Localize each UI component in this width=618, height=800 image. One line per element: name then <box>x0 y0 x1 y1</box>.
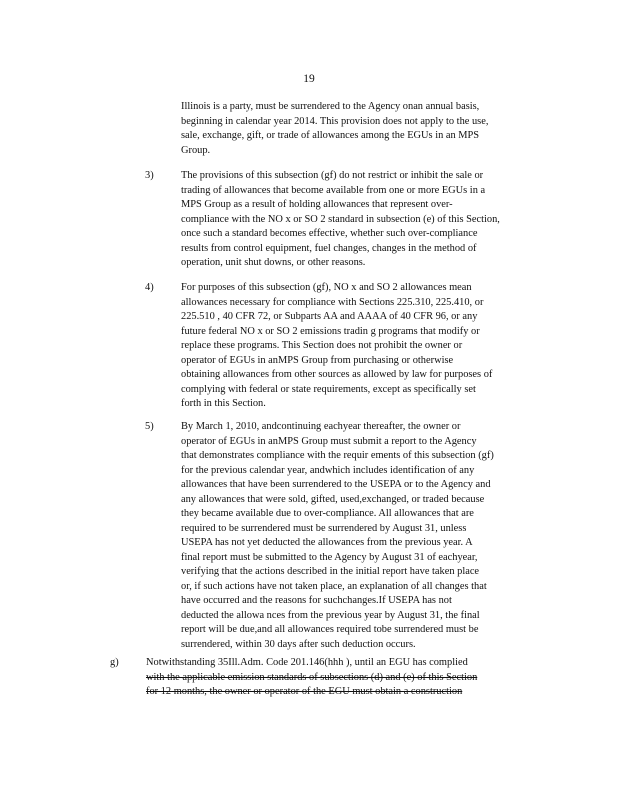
item-text <box>181 281 543 412</box>
item-number: 3) <box>145 170 154 181</box>
text-line: allowances that have been surrendered to the USEPA or to the Agency and <box>181 479 491 490</box>
text-line: Notwithstanding 35Ill.Adm. Code 201.146(hhh ), until an EGU has complied <box>146 657 468 668</box>
text-line: USEPA has not yet deducted the allowances from the previous year. A <box>181 537 473 548</box>
text-line: operator of EGUs in anMPS Group must submit a report to the Agency <box>181 435 477 447</box>
text-line: The provisions of this subsection (gf) do not restrict or inhibit the sale or <box>181 170 484 181</box>
text-line: sale, exchange, gift, or trade of allowances among the EGUs in an MPS <box>181 130 480 141</box>
text-line: they became available due to over-compliance. All allowances that are <box>181 508 474 519</box>
text-line: obtaining allowances from other sources as allowed by law for purposes of <box>181 369 493 380</box>
struck-text-line: for 12 months, the owner or operator of the EGU must obtain a construction <box>146 686 463 697</box>
text-line: beginning in calendar year 2014. This provision does not apply to the use, <box>181 115 489 127</box>
struck-text-line: with the applicable emission standards of subsections (d) and (e) of this Section <box>146 671 478 683</box>
text-line: once such a standard becomes effective, whether such over-compliance <box>181 228 478 239</box>
text-line: 225.510 , 40 CFR 72, or Subparts AA and AAAA of 40 CFR 96, or any <box>181 311 478 322</box>
text-line: forth in this Section. <box>181 398 266 409</box>
text-line: trading of allowances that become available from one or more EGUs in a <box>181 184 486 196</box>
text-line: results from control equipment, fuel changes, changes in the method of <box>181 242 477 254</box>
item-text <box>146 656 542 700</box>
text-line: required to be surrendered must be surrendered by August 31, unless <box>181 522 467 534</box>
item-text <box>181 420 543 652</box>
text-line: future federal NO x or SO 2 emissions tradin g programs that modify or <box>181 325 480 337</box>
item-number: g) <box>110 657 119 668</box>
text-line: operator of EGUs in anMPS Group from purchasing or otherwise <box>181 354 454 366</box>
continuation-paragraph <box>181 100 541 158</box>
page-number: 19 <box>303 73 315 85</box>
text-line: For purposes of this subsection (gf), NO x and SO 2 allowances mean <box>181 282 472 293</box>
text-line: complying with federal or state requirements, except as specifically set <box>181 383 476 395</box>
text-line: for the previous calendar year, andwhich includes identification of any <box>181 464 475 476</box>
text-line: any allowances that were sold, gifted, used,exchanged, or traded because <box>181 493 485 505</box>
text-line: surrendered, within 30 days after such deduction occurs. <box>181 638 416 650</box>
text-line: allowances necessary for compliance with Sections 225.310, 225.410, or <box>181 296 484 308</box>
text-line: have occurred and the reasons for suchchanges.If USEPA has not <box>181 595 452 606</box>
item-number: 5) <box>145 421 154 432</box>
text-line: that demonstrates compliance with the requir ements of this subsection (gf) <box>181 450 494 461</box>
text-line: Group. <box>181 144 211 156</box>
item-text <box>181 169 543 271</box>
text-line: MPS Group as a result of holding allowances that represent over- <box>181 199 453 210</box>
text-line: verifying that the actions described in the initial report have taken place <box>181 566 480 577</box>
text-line: operation, unit shut downs, or other reasons. <box>181 257 366 268</box>
text-line: compliance with the NO x or SO 2 standard in subsection (e) of this Section, <box>181 213 500 225</box>
text-line: deducted the allowa nces from the previous year by August 31, the final <box>181 609 480 621</box>
text-line: By March 1, 2010, andcontinuing eachyear thereafter, the owner or <box>181 421 461 432</box>
text-line: Illinois is a party, must be surrendered to the Agency onan annual basis, <box>181 101 480 112</box>
item-number: 4) <box>145 282 154 293</box>
text-line: report will be due,and all allowances required tobe surrendered must be <box>181 624 479 635</box>
text-line: replace these programs. This Section does not prohibit the owner or <box>181 340 463 351</box>
text-line: or, if such actions have not taken place, an explanation of all changes that <box>181 580 487 592</box>
text-line: final report must be submitted to the Agency by August 31 of eachyear, <box>181 551 478 563</box>
